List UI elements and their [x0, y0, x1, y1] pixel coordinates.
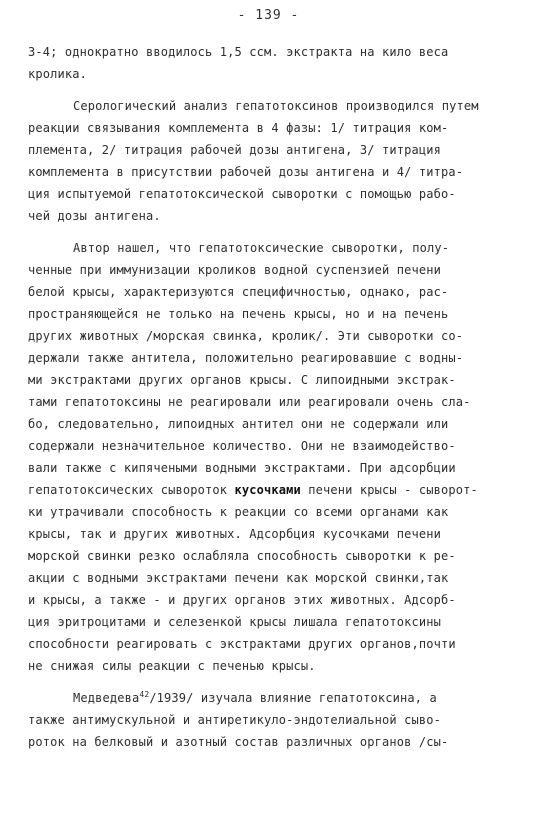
text-line: других животных /морская свинка, кролик/. Эти сыворотки со- [28, 329, 464, 343]
text-line: комплемента в присутствии рабочей дозы антигена и 4/ титра- [28, 165, 464, 179]
text-line: пространяющейся не только на печень крысы, но и на печень [28, 307, 449, 321]
text-segment: гепатотоксических сывороток [28, 483, 235, 497]
text-line: племента, 2/ титрация рабочей дозы антигена, 3/ титрация [28, 143, 441, 157]
text-line: ки утрачивали способность к реакции со всеми органами как [28, 505, 449, 519]
text-line: морской свинки резко ослабляла способность сыворотки к ре- [28, 549, 456, 563]
text-line: не снижая силы реакции с печенью крысы. [28, 659, 316, 673]
text-line: крысы, так и других животных. Адсорбция кусочками печени [28, 527, 441, 541]
text-line: ция эритроцитами и селезенкой крысы лишала гепатотоксины [28, 615, 441, 629]
text-line: белой крысы, характеризуются специфичностью, однако, рас- [28, 285, 449, 299]
page-number: - 139 - [237, 8, 300, 23]
text-line: также антимускульной и антиретикуло-эндотелиальной сыво- [28, 713, 441, 727]
text-line: реакции связывания комплемента в 4 фазы: 1/ титрация ком- [28, 121, 449, 135]
text-segment: /1939/ изучала влияние гепатотоксина, а [149, 691, 437, 705]
text-segment: печени крысы - сыворот- [300, 483, 478, 497]
text-line: акции с водными экстрактами печени как морской свинки,так [28, 571, 449, 585]
text-line: бо, следовательно, липоидных антител они не содержали или [28, 417, 449, 431]
footnote-reference: 42 [139, 690, 150, 699]
paragraph-start-line [73, 690, 437, 706]
paragraph-start-line: Серологический анализ гепатотоксинов производился путем [73, 99, 479, 113]
text-line: чей дозы антигена. [28, 209, 161, 223]
text-line: содержали незначительное количество. Они не взаимодейство- [28, 439, 456, 453]
text-line: кролика. [28, 67, 87, 81]
bold-word: кусочками [234, 483, 301, 497]
text-line: способности реагировать с экстрактами других органов,почти [28, 637, 456, 651]
text-line: ция испытуемой гепатотоксической сыворотки с помощью рабо- [28, 187, 456, 201]
text-line: 3-4; однократно вводилось 1,5 ссм. экстракта на кило веса [28, 45, 449, 59]
text-line: ми экстрактами других органов крысы. С липоидными экстрак- [28, 373, 456, 387]
text-line: держали также антитела, положительно реагировавшие с водны- [28, 351, 464, 365]
author-name: Медведева [73, 691, 140, 705]
paragraph-start-line: Автор нашел, что гепатотоксические сыворотки, полу- [73, 241, 450, 255]
text-line: и крысы, а также - и других органов этих животных. Адсорб- [28, 593, 456, 607]
text-line: тами гепатотоксины не реагировали или реагировали очень сла- [28, 395, 471, 409]
text-line: ченные при иммунизации кроликов водной суспензией печени [28, 263, 441, 277]
text-line: вали также с кипячеными водными экстрактами. При адсорбции [28, 461, 456, 475]
text-line: роток на белковый и азотный состав различных органов /сы- [28, 735, 449, 749]
text-line-with-bold [28, 482, 478, 498]
